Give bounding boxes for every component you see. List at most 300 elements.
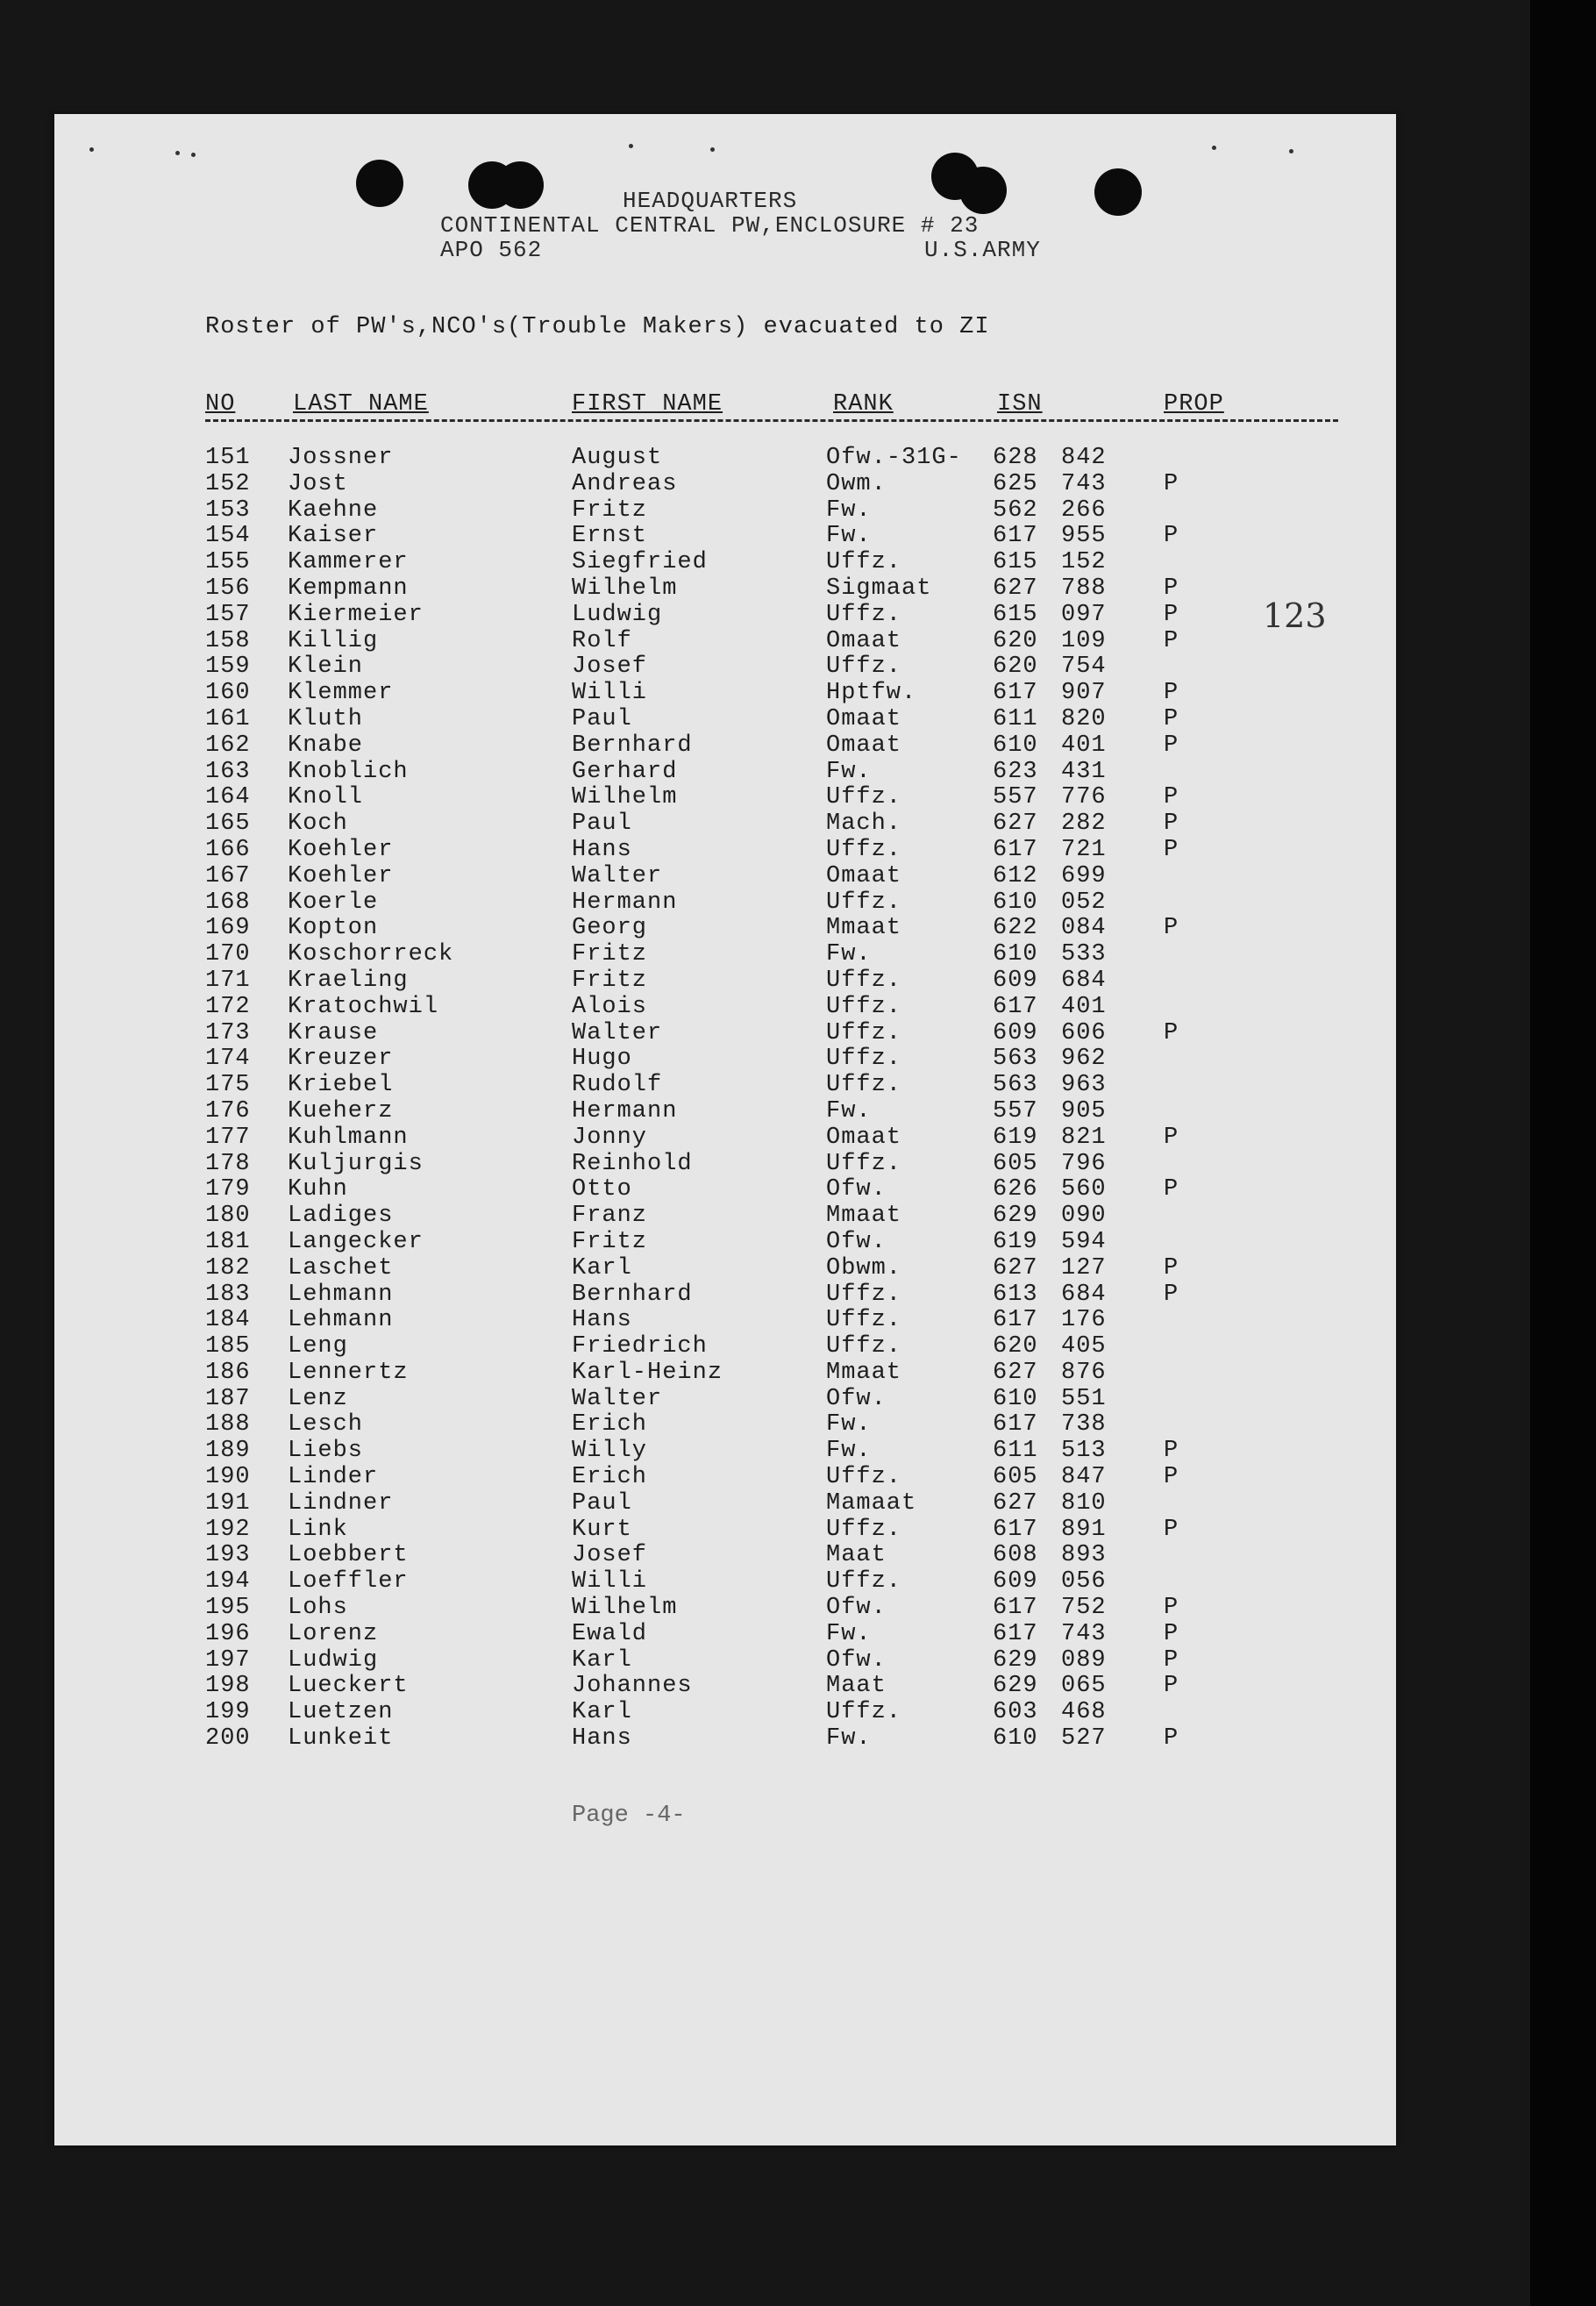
prop-flag: P bbox=[1164, 601, 1179, 628]
prop-flag: P bbox=[1164, 1673, 1179, 1700]
table-row bbox=[54, 654, 1396, 681]
last-name: Koehler bbox=[288, 862, 394, 889]
isn-part-2: 684 bbox=[1061, 967, 1107, 994]
rank: Fw. bbox=[826, 1725, 872, 1753]
isn-part-1: 610 bbox=[993, 889, 1038, 916]
isn-part-2: 699 bbox=[1061, 862, 1107, 889]
isn-part-2: 401 bbox=[1061, 732, 1107, 759]
row-number: 186 bbox=[205, 1359, 251, 1386]
last-name: Ladiges bbox=[288, 1203, 394, 1230]
isn-part-1: 623 bbox=[993, 758, 1038, 785]
first-name: Hans bbox=[572, 836, 632, 863]
header-apo: APO 562 bbox=[440, 237, 543, 263]
isn-part-2: 721 bbox=[1061, 836, 1107, 863]
film-border bbox=[1530, 0, 1596, 2306]
punch-hole-6 bbox=[1094, 168, 1142, 216]
rank: Ofw. bbox=[826, 1595, 887, 1622]
prop-flag: P bbox=[1164, 680, 1179, 707]
col-header-no: NO bbox=[205, 391, 236, 418]
ink-speck bbox=[1289, 149, 1293, 153]
first-name: Hermann bbox=[572, 889, 678, 916]
row-number: 156 bbox=[205, 575, 251, 602]
table-row bbox=[54, 1046, 1396, 1073]
isn-part-2: 743 bbox=[1061, 1620, 1107, 1647]
prop-flag: P bbox=[1164, 523, 1179, 550]
first-name: Rudolf bbox=[572, 1072, 663, 1099]
first-name: Karl-Heinz bbox=[572, 1359, 723, 1386]
table-row bbox=[54, 1256, 1396, 1282]
document-page bbox=[54, 114, 1396, 2145]
rank: Uffz. bbox=[826, 1333, 902, 1360]
rank: Uffz. bbox=[826, 1046, 902, 1073]
first-name: Bernhard bbox=[572, 1281, 693, 1308]
last-name: Koehler bbox=[288, 836, 394, 863]
last-name: Lesch bbox=[288, 1411, 364, 1439]
last-name: Loeffler bbox=[288, 1568, 409, 1596]
isn-part-1: 610 bbox=[993, 1385, 1038, 1412]
isn-part-2: 905 bbox=[1061, 1097, 1107, 1124]
table-row bbox=[54, 498, 1396, 525]
isn-part-2: 266 bbox=[1061, 496, 1107, 524]
isn-part-1: 619 bbox=[993, 1124, 1038, 1151]
rank: Mmaat bbox=[826, 1203, 902, 1230]
isn-part-1: 557 bbox=[993, 1097, 1038, 1124]
table-row bbox=[54, 1543, 1396, 1569]
isn-part-1: 563 bbox=[993, 1046, 1038, 1073]
last-name: Klein bbox=[288, 653, 364, 681]
isn-part-2: 056 bbox=[1061, 1568, 1107, 1596]
isn-part-1: 612 bbox=[993, 862, 1038, 889]
isn-part-1: 609 bbox=[993, 967, 1038, 994]
prop-flag: P bbox=[1164, 784, 1179, 811]
last-name: Lueckert bbox=[288, 1673, 409, 1700]
prop-flag: P bbox=[1164, 836, 1179, 863]
table-row bbox=[54, 1125, 1396, 1152]
isn-part-1: 629 bbox=[993, 1203, 1038, 1230]
row-number: 166 bbox=[205, 836, 251, 863]
last-name: Kueherz bbox=[288, 1097, 394, 1124]
isn-part-1: 610 bbox=[993, 1725, 1038, 1753]
isn-part-2: 533 bbox=[1061, 941, 1107, 968]
last-name: Kopton bbox=[288, 915, 379, 942]
last-name: Killig bbox=[288, 627, 379, 654]
isn-part-2: 684 bbox=[1061, 1281, 1107, 1308]
first-name: Hermann bbox=[572, 1097, 678, 1124]
row-number: 165 bbox=[205, 810, 251, 838]
row-number: 197 bbox=[205, 1646, 251, 1674]
row-number: 175 bbox=[205, 1072, 251, 1099]
last-name: Kempmann bbox=[288, 575, 409, 602]
prop-flag: P bbox=[1164, 1438, 1179, 1465]
isn-part-2: 551 bbox=[1061, 1385, 1107, 1412]
prop-flag: P bbox=[1164, 1464, 1179, 1491]
isn-part-2: 821 bbox=[1061, 1124, 1107, 1151]
last-name: Lunkeit bbox=[288, 1725, 394, 1753]
first-name: Siegfried bbox=[572, 549, 708, 576]
rank: Ofw.-31G- bbox=[826, 445, 962, 471]
first-name: Rolf bbox=[572, 627, 632, 654]
first-name: Erich bbox=[572, 1464, 648, 1491]
prop-flag: P bbox=[1164, 1646, 1179, 1674]
rank: Mamaat bbox=[826, 1489, 917, 1517]
isn-part-2: 847 bbox=[1061, 1464, 1107, 1491]
isn-part-2: 097 bbox=[1061, 601, 1107, 628]
ink-speck bbox=[710, 147, 715, 152]
table-row bbox=[54, 1622, 1396, 1648]
row-number: 194 bbox=[205, 1568, 251, 1596]
last-name: Ludwig bbox=[288, 1646, 379, 1674]
page-stamp-number: 123 bbox=[1263, 596, 1327, 635]
last-name: Koch bbox=[288, 810, 348, 838]
row-number: 169 bbox=[205, 915, 251, 942]
rank: Fw. bbox=[826, 1097, 872, 1124]
last-name: Knoll bbox=[288, 784, 364, 811]
table-row bbox=[54, 733, 1396, 760]
last-name: Kaehne bbox=[288, 496, 379, 524]
isn-part-1: 626 bbox=[993, 1176, 1038, 1203]
row-number: 180 bbox=[205, 1203, 251, 1230]
table-row bbox=[54, 1700, 1396, 1726]
table-row bbox=[54, 916, 1396, 942]
isn-part-1: 617 bbox=[993, 836, 1038, 863]
first-name: Karl bbox=[572, 1646, 632, 1674]
row-number: 195 bbox=[205, 1595, 251, 1622]
last-name: Kriebel bbox=[288, 1072, 394, 1099]
last-name: Loebbert bbox=[288, 1542, 409, 1569]
rank: Uffz. bbox=[826, 1699, 902, 1726]
last-name: Jossner bbox=[288, 445, 394, 471]
table-row bbox=[54, 1360, 1396, 1387]
row-number: 192 bbox=[205, 1516, 251, 1543]
row-number: 200 bbox=[205, 1725, 251, 1753]
row-number: 159 bbox=[205, 653, 251, 681]
isn-part-2: 754 bbox=[1061, 653, 1107, 681]
first-name: Walter bbox=[572, 1019, 663, 1046]
isn-part-2: 176 bbox=[1061, 1307, 1107, 1334]
isn-part-2: 891 bbox=[1061, 1516, 1107, 1543]
isn-part-2: 788 bbox=[1061, 575, 1107, 602]
last-name: Lennertz bbox=[288, 1359, 409, 1386]
rank: Ofw. bbox=[826, 1646, 887, 1674]
isn-part-1: 617 bbox=[993, 1307, 1038, 1334]
rank: Ofw. bbox=[826, 1385, 887, 1412]
rank: Uffz. bbox=[826, 967, 902, 994]
rank: Uffz. bbox=[826, 993, 902, 1020]
first-name: Georg bbox=[572, 915, 648, 942]
last-name: Lorenz bbox=[288, 1620, 379, 1647]
table-row bbox=[54, 1073, 1396, 1099]
first-name: Hugo bbox=[572, 1046, 632, 1073]
first-name: Willi bbox=[572, 680, 648, 707]
isn-part-2: 796 bbox=[1061, 1150, 1107, 1177]
isn-part-1: 620 bbox=[993, 1333, 1038, 1360]
isn-part-2: 955 bbox=[1061, 523, 1107, 550]
isn-part-1: 605 bbox=[993, 1464, 1038, 1491]
last-name: Lohs bbox=[288, 1595, 348, 1622]
first-name: Ewald bbox=[572, 1620, 648, 1647]
row-number: 181 bbox=[205, 1228, 251, 1255]
first-name: Ernst bbox=[572, 523, 648, 550]
prop-flag: P bbox=[1164, 627, 1179, 654]
row-number: 174 bbox=[205, 1046, 251, 1073]
last-name: Jost bbox=[288, 470, 348, 497]
first-name: Alois bbox=[572, 993, 648, 1020]
header-line-2: CONTINENTAL CENTRAL PW,ENCLOSURE # 23 bbox=[440, 212, 980, 239]
isn-part-2: 963 bbox=[1061, 1072, 1107, 1099]
table-row bbox=[54, 942, 1396, 968]
isn-part-1: 611 bbox=[993, 705, 1038, 732]
last-name: Kiermeier bbox=[288, 601, 424, 628]
first-name: Franz bbox=[572, 1203, 648, 1230]
last-name: Liebs bbox=[288, 1438, 364, 1465]
rank: Uffz. bbox=[826, 1464, 902, 1491]
isn-part-1: 620 bbox=[993, 653, 1038, 681]
prop-flag: P bbox=[1164, 810, 1179, 838]
rank: Uffz. bbox=[826, 549, 902, 576]
rank: Sigmaat bbox=[826, 575, 932, 602]
last-name: Kuhlmann bbox=[288, 1124, 409, 1151]
header-army: U.S.ARMY bbox=[924, 237, 1041, 263]
prop-flag: P bbox=[1164, 1124, 1179, 1151]
isn-part-1: 611 bbox=[993, 1438, 1038, 1465]
row-number: 160 bbox=[205, 680, 251, 707]
first-name: Johannes bbox=[572, 1673, 693, 1700]
first-name: August bbox=[572, 445, 663, 471]
isn-part-1: 627 bbox=[993, 1489, 1038, 1517]
isn-part-2: 820 bbox=[1061, 705, 1107, 732]
isn-part-2: 052 bbox=[1061, 889, 1107, 916]
rank: Uffz. bbox=[826, 1281, 902, 1308]
rank: Omaat bbox=[826, 732, 902, 759]
row-number: 198 bbox=[205, 1673, 251, 1700]
isn-part-2: 127 bbox=[1061, 1254, 1107, 1282]
table-row bbox=[54, 707, 1396, 733]
table-row bbox=[54, 1674, 1396, 1700]
first-name: Otto bbox=[572, 1176, 632, 1203]
isn-part-2: 405 bbox=[1061, 1333, 1107, 1360]
last-name: Koerle bbox=[288, 889, 379, 916]
row-number: 164 bbox=[205, 784, 251, 811]
table-row bbox=[54, 550, 1396, 576]
isn-part-1: 608 bbox=[993, 1542, 1038, 1569]
last-name: Koschorreck bbox=[288, 941, 454, 968]
table-row bbox=[54, 1648, 1396, 1674]
row-number: 188 bbox=[205, 1411, 251, 1439]
row-number: 170 bbox=[205, 941, 251, 968]
rank: Maat bbox=[826, 1673, 887, 1700]
isn-part-2: 282 bbox=[1061, 810, 1107, 838]
last-name: Langecker bbox=[288, 1228, 424, 1255]
last-name: Kreuzer bbox=[288, 1046, 394, 1073]
row-number: 190 bbox=[205, 1464, 251, 1491]
isn-part-1: 603 bbox=[993, 1699, 1038, 1726]
row-number: 151 bbox=[205, 445, 251, 471]
isn-part-1: 619 bbox=[993, 1228, 1038, 1255]
col-header-first-name: FIRST NAME bbox=[572, 391, 723, 418]
rank: Uffz. bbox=[826, 601, 902, 628]
isn-part-2: 594 bbox=[1061, 1228, 1107, 1255]
row-number: 167 bbox=[205, 862, 251, 889]
table-row bbox=[54, 1465, 1396, 1491]
rank: Uffz. bbox=[826, 784, 902, 811]
punch-hole-3 bbox=[496, 161, 544, 209]
isn-part-1: 622 bbox=[993, 915, 1038, 942]
isn-part-2: 810 bbox=[1061, 1489, 1107, 1517]
isn-part-1: 609 bbox=[993, 1019, 1038, 1046]
prop-flag: P bbox=[1164, 1516, 1179, 1543]
ink-speck bbox=[175, 151, 180, 155]
table-row bbox=[54, 890, 1396, 917]
ink-speck bbox=[191, 153, 196, 157]
row-number: 161 bbox=[205, 705, 251, 732]
row-number: 182 bbox=[205, 1254, 251, 1282]
roster-title: Roster of PW's,NCO's(Trouble Makers) evacuated to ZI bbox=[205, 314, 990, 340]
row-number: 172 bbox=[205, 993, 251, 1020]
first-name: Walter bbox=[572, 1385, 663, 1412]
table-row bbox=[54, 1439, 1396, 1465]
table-row bbox=[54, 1177, 1396, 1203]
punch-hole-1 bbox=[356, 160, 403, 207]
row-number: 193 bbox=[205, 1542, 251, 1569]
header-line-1: HEADQUARTERS bbox=[623, 188, 798, 214]
first-name: Wilhelm bbox=[572, 1595, 678, 1622]
rank: Uffz. bbox=[826, 653, 902, 681]
isn-part-1: 610 bbox=[993, 941, 1038, 968]
row-number: 185 bbox=[205, 1333, 251, 1360]
last-name: Kraeling bbox=[288, 967, 409, 994]
isn-part-1: 615 bbox=[993, 601, 1038, 628]
isn-part-2: 468 bbox=[1061, 1699, 1107, 1726]
rank: Uffz. bbox=[826, 1568, 902, 1596]
first-name: Fritz bbox=[572, 1228, 648, 1255]
isn-part-2: 527 bbox=[1061, 1725, 1107, 1753]
rank: Mmaat bbox=[826, 1359, 902, 1386]
row-number: 183 bbox=[205, 1281, 251, 1308]
table-row bbox=[54, 785, 1396, 811]
row-number: 176 bbox=[205, 1097, 251, 1124]
rank: Uffz. bbox=[826, 1150, 902, 1177]
rank: Owm. bbox=[826, 470, 887, 497]
table-row bbox=[54, 1412, 1396, 1439]
isn-part-2: 776 bbox=[1061, 784, 1107, 811]
col-header-isn: ISN bbox=[997, 391, 1043, 418]
rank: Maat bbox=[826, 1542, 887, 1569]
isn-part-1: 615 bbox=[993, 549, 1038, 576]
first-name: Paul bbox=[572, 705, 632, 732]
table-row bbox=[54, 1230, 1396, 1256]
last-name: Lindner bbox=[288, 1489, 394, 1517]
rank: Uffz. bbox=[826, 1019, 902, 1046]
last-name: Laschet bbox=[288, 1254, 394, 1282]
rank: Fw. bbox=[826, 523, 872, 550]
first-name: Josef bbox=[572, 1542, 648, 1569]
isn-part-2: 109 bbox=[1061, 627, 1107, 654]
ink-speck bbox=[1212, 146, 1216, 150]
isn-part-2: 743 bbox=[1061, 470, 1107, 497]
first-name: Paul bbox=[572, 810, 632, 838]
last-name: Kratochwil bbox=[288, 993, 439, 1020]
last-name: Kaiser bbox=[288, 523, 379, 550]
first-name: Kurt bbox=[572, 1516, 632, 1543]
prop-flag: P bbox=[1164, 575, 1179, 602]
isn-part-2: 876 bbox=[1061, 1359, 1107, 1386]
row-number: 178 bbox=[205, 1150, 251, 1177]
isn-part-1: 557 bbox=[993, 784, 1038, 811]
first-name: Wilhelm bbox=[572, 784, 678, 811]
prop-flag: P bbox=[1164, 705, 1179, 732]
last-name: Lenz bbox=[288, 1385, 348, 1412]
last-name: Kuhn bbox=[288, 1176, 348, 1203]
isn-part-2: 084 bbox=[1061, 915, 1107, 942]
last-name: Linder bbox=[288, 1464, 379, 1491]
first-name: Josef bbox=[572, 653, 648, 681]
isn-part-1: 629 bbox=[993, 1673, 1038, 1700]
first-name: Erich bbox=[572, 1411, 648, 1439]
row-number: 163 bbox=[205, 758, 251, 785]
row-number: 162 bbox=[205, 732, 251, 759]
row-number: 199 bbox=[205, 1699, 251, 1726]
first-name: Reinhold bbox=[572, 1150, 693, 1177]
page-number: Page -4- bbox=[572, 1803, 686, 1829]
row-number: 189 bbox=[205, 1438, 251, 1465]
table-row bbox=[54, 1282, 1396, 1309]
table-row bbox=[54, 1203, 1396, 1230]
isn-part-1: 627 bbox=[993, 1254, 1038, 1282]
table-row bbox=[54, 1387, 1396, 1413]
row-number: 152 bbox=[205, 470, 251, 497]
table-row bbox=[54, 472, 1396, 498]
isn-part-1: 617 bbox=[993, 523, 1038, 550]
last-name: Lehmann bbox=[288, 1281, 394, 1308]
isn-part-2: 560 bbox=[1061, 1176, 1107, 1203]
row-number: 155 bbox=[205, 549, 251, 576]
col-header-rank: RANK bbox=[833, 391, 894, 418]
prop-flag: P bbox=[1164, 915, 1179, 942]
row-number: 171 bbox=[205, 967, 251, 994]
first-name: Wilhelm bbox=[572, 575, 678, 602]
table-row bbox=[54, 1517, 1396, 1544]
isn-part-2: 907 bbox=[1061, 680, 1107, 707]
isn-part-2: 065 bbox=[1061, 1673, 1107, 1700]
first-name: Friedrich bbox=[572, 1333, 708, 1360]
row-number: 154 bbox=[205, 523, 251, 550]
row-number: 158 bbox=[205, 627, 251, 654]
first-name: Ludwig bbox=[572, 601, 663, 628]
first-name: Hans bbox=[572, 1307, 632, 1334]
prop-flag: P bbox=[1164, 1620, 1179, 1647]
isn-part-2: 401 bbox=[1061, 993, 1107, 1020]
prop-flag: P bbox=[1164, 1176, 1179, 1203]
isn-part-2: 606 bbox=[1061, 1019, 1107, 1046]
prop-flag: P bbox=[1164, 1254, 1179, 1282]
prop-flag: P bbox=[1164, 1725, 1179, 1753]
isn-part-1: 613 bbox=[993, 1281, 1038, 1308]
header-dash-rule bbox=[205, 419, 1338, 422]
table-row bbox=[54, 629, 1396, 655]
isn-part-2: 152 bbox=[1061, 549, 1107, 576]
first-name: Willi bbox=[572, 1568, 648, 1596]
isn-part-1: 563 bbox=[993, 1072, 1038, 1099]
first-name: Jonny bbox=[572, 1124, 648, 1151]
table-row bbox=[54, 681, 1396, 707]
isn-part-1: 617 bbox=[993, 1620, 1038, 1647]
isn-part-1: 627 bbox=[993, 810, 1038, 838]
first-name: Fritz bbox=[572, 496, 648, 524]
isn-part-2: 431 bbox=[1061, 758, 1107, 785]
table-row bbox=[54, 838, 1396, 864]
rank: Omaat bbox=[826, 705, 902, 732]
rank: Ofw. bbox=[826, 1176, 887, 1203]
